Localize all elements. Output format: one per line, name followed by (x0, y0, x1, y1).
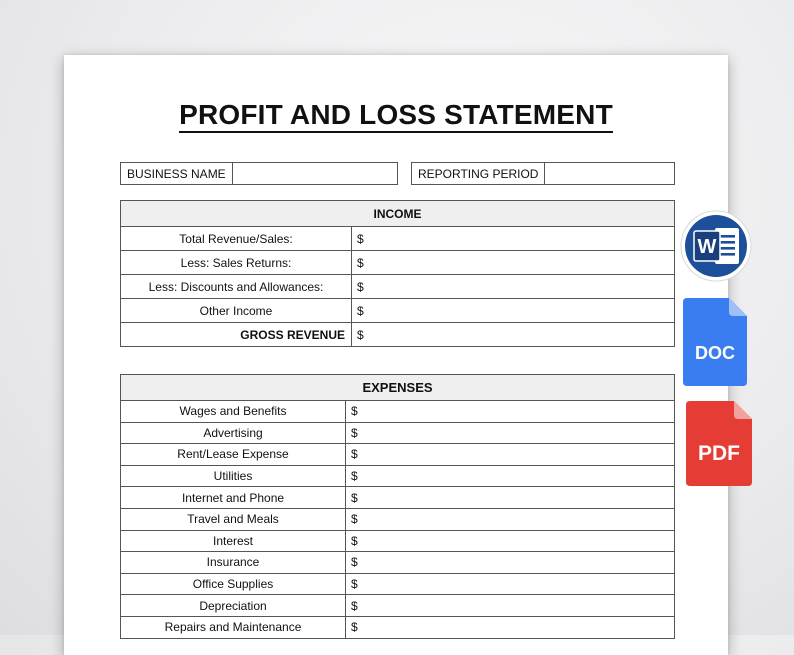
amount-cell[interactable]: $ (346, 465, 675, 487)
word-letter: W (697, 236, 717, 258)
amount-cell[interactable]: $ (346, 444, 675, 466)
table-row (121, 275, 675, 299)
table-row (121, 595, 675, 617)
row-label: Depreciation (121, 595, 346, 617)
document-page (64, 55, 728, 655)
table-row (121, 530, 675, 552)
amount-cell[interactable]: $ (352, 275, 675, 299)
gross-revenue-label: GROSS REVENUE (121, 323, 352, 347)
expenses-header: EXPENSES (121, 375, 675, 401)
table-row (121, 251, 675, 275)
amount-cell[interactable]: $ (346, 487, 675, 509)
amount-cell[interactable]: $ (346, 508, 675, 530)
table-row (121, 299, 675, 323)
amount-cell[interactable]: $ (346, 401, 675, 423)
table-row (121, 465, 675, 487)
row-label: Other Income (121, 299, 352, 323)
business-name-field[interactable] (120, 162, 398, 185)
amount-cell[interactable]: $ (346, 616, 675, 638)
row-label: Office Supplies (121, 573, 346, 595)
pdf-icon[interactable] (686, 401, 754, 486)
table-row (121, 573, 675, 595)
word-icon[interactable] (679, 209, 753, 283)
page-title: PROFIT AND LOSS STATEMENT (64, 99, 728, 131)
business-name-input[interactable] (233, 163, 397, 184)
table-row (121, 487, 675, 509)
row-label: Repairs and Maintenance (121, 616, 346, 638)
table-row (121, 401, 675, 423)
reporting-period-input[interactable] (545, 163, 674, 184)
amount-cell[interactable]: $ (346, 573, 675, 595)
amount-cell[interactable]: $ (352, 227, 675, 251)
row-label: Wages and Benefits (121, 401, 346, 423)
amount-cell[interactable]: $ (346, 595, 675, 617)
row-label: Insurance (121, 552, 346, 574)
row-label: Advertising (121, 422, 346, 444)
row-label: Utilities (121, 465, 346, 487)
reporting-period-label: REPORTING PERIOD (412, 163, 545, 184)
table-row (121, 227, 675, 251)
row-label: Internet and Phone (121, 487, 346, 509)
row-label: Rent/Lease Expense (121, 444, 346, 466)
row-label: Interest (121, 530, 346, 552)
amount-cell[interactable]: $ (346, 530, 675, 552)
amount-cell[interactable]: $ (352, 299, 675, 323)
expenses-table (120, 374, 675, 639)
amount-cell[interactable]: $ (352, 251, 675, 275)
amount-cell[interactable]: $ (346, 422, 675, 444)
row-label: Less: Sales Returns: (121, 251, 352, 275)
table-row (121, 444, 675, 466)
pdf-text: PDF (698, 442, 740, 465)
income-header: INCOME (121, 201, 675, 227)
gross-revenue-amount[interactable]: $ (352, 323, 675, 347)
table-row (121, 552, 675, 574)
table-row (121, 422, 675, 444)
row-label: Less: Discounts and Allowances: (121, 275, 352, 299)
reporting-period-field[interactable] (411, 162, 675, 185)
gross-revenue-row (121, 323, 675, 347)
table-row (121, 508, 675, 530)
business-name-label: BUSINESS NAME (121, 163, 233, 184)
row-label: Travel and Meals (121, 508, 346, 530)
doc-icon[interactable] (683, 298, 749, 386)
income-table (120, 200, 675, 347)
doc-text: DOC (695, 343, 735, 363)
row-label: Total Revenue/Sales: (121, 227, 352, 251)
amount-cell[interactable]: $ (346, 552, 675, 574)
